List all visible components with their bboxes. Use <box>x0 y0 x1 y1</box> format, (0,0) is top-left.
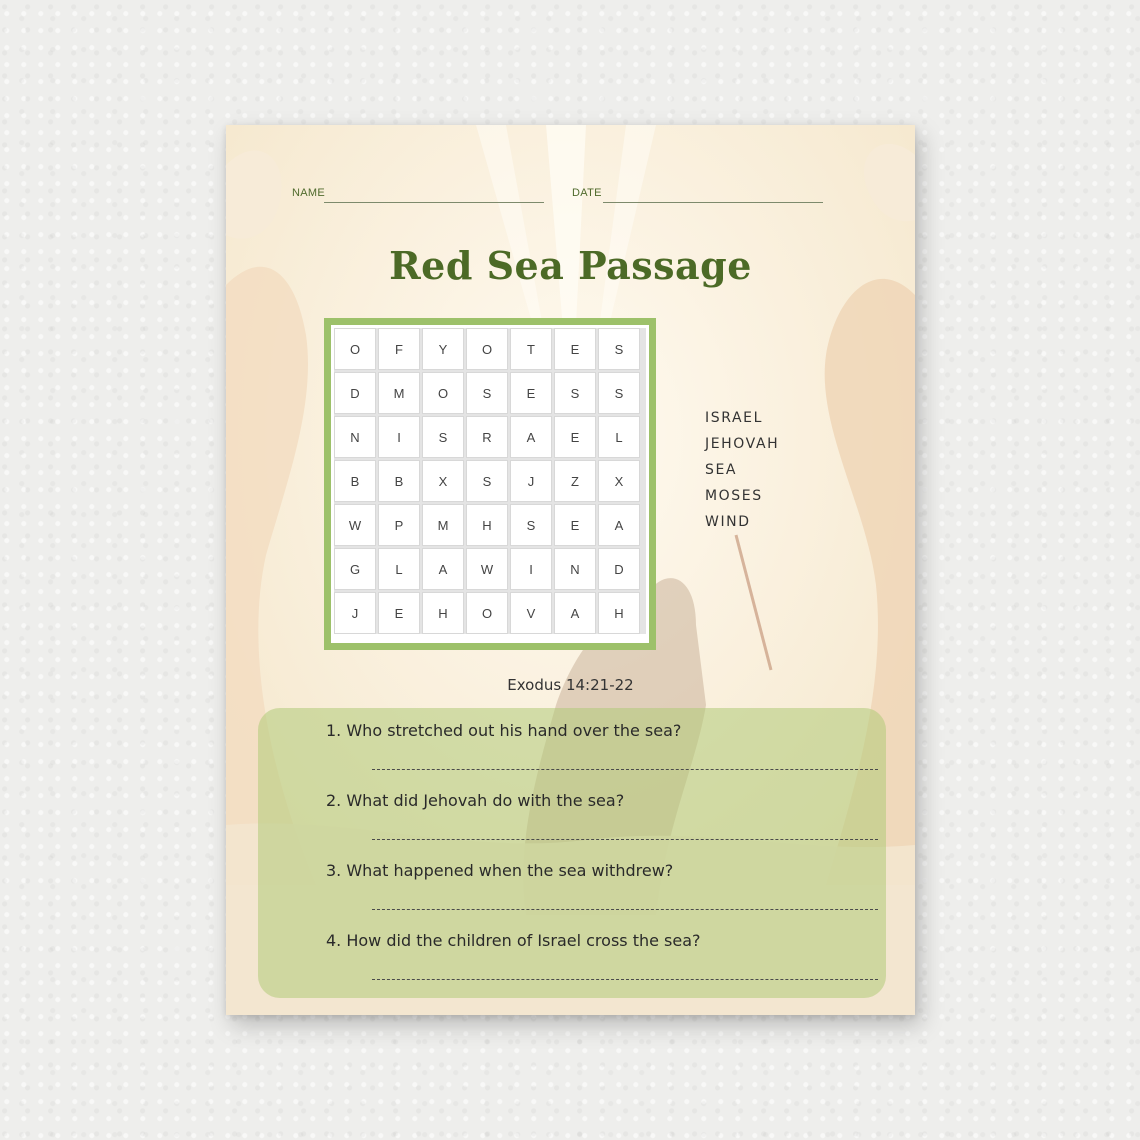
word-item: MOSES <box>705 488 763 504</box>
question-1: 1. Who stretched out his hand over the sea? <box>326 721 682 740</box>
answer-line-2[interactable] <box>372 839 878 840</box>
answer-line-1[interactable] <box>372 769 878 770</box>
grid-cell[interactable]: E <box>554 328 596 370</box>
grid-cell[interactable]: H <box>466 504 508 546</box>
grid-cell[interactable]: S <box>510 504 552 546</box>
grid-cell[interactable]: A <box>422 548 464 590</box>
grid-cell[interactable]: B <box>334 460 376 502</box>
grid-cell[interactable]: H <box>422 592 464 634</box>
grid-cell[interactable]: M <box>378 372 420 414</box>
grid-cell[interactable]: S <box>466 460 508 502</box>
grid-cell[interactable]: B <box>378 460 420 502</box>
grid-cell[interactable]: S <box>466 372 508 414</box>
grid-cell[interactable]: N <box>334 416 376 458</box>
word-item: SEA <box>705 462 738 478</box>
grid-cell[interactable]: P <box>378 504 420 546</box>
grid-cell[interactable]: L <box>598 416 640 458</box>
grid-cell[interactable]: S <box>554 372 596 414</box>
grid-cell[interactable]: G <box>334 548 376 590</box>
name-line[interactable] <box>324 202 544 203</box>
question-4: 4. How did the children of Israel cross the sea? <box>326 931 701 950</box>
name-label: NAME <box>292 187 325 199</box>
grid-cell[interactable]: O <box>334 328 376 370</box>
grid-cell[interactable]: E <box>554 504 596 546</box>
date-label: DATE <box>572 187 602 199</box>
word-item: ISRAEL <box>705 410 763 426</box>
date-line[interactable] <box>603 202 823 203</box>
word-list <box>705 408 779 538</box>
grid-cell[interactable]: O <box>422 372 464 414</box>
grid-cell[interactable]: F <box>378 328 420 370</box>
grid-cell[interactable]: D <box>598 548 640 590</box>
grid-cell[interactable]: W <box>466 548 508 590</box>
grid-cell[interactable]: M <box>422 504 464 546</box>
question-3: 3. What happened when the sea withdrew? <box>326 861 674 880</box>
grid-cell[interactable]: J <box>334 592 376 634</box>
grid-cell[interactable]: I <box>378 416 420 458</box>
word-search-grid <box>324 318 656 650</box>
grid-cell[interactable]: N <box>554 548 596 590</box>
question-2: 2. What did Jehovah do with the sea? <box>326 791 625 810</box>
grid-cell[interactable]: A <box>598 504 640 546</box>
grid-cell[interactable]: X <box>422 460 464 502</box>
letter-grid <box>334 328 646 634</box>
grid-cell[interactable]: E <box>510 372 552 414</box>
grid-cell[interactable]: Z <box>554 460 596 502</box>
answer-line-3[interactable] <box>372 909 878 910</box>
grid-cell[interactable]: J <box>510 460 552 502</box>
grid-cell[interactable]: X <box>598 460 640 502</box>
grid-cell[interactable]: O <box>466 328 508 370</box>
grid-cell[interactable]: S <box>598 328 640 370</box>
grid-cell[interactable]: R <box>466 416 508 458</box>
grid-cell[interactable]: V <box>510 592 552 634</box>
worksheet-page <box>226 125 915 1015</box>
grid-cell[interactable]: I <box>510 548 552 590</box>
word-item: JEHOVAH <box>705 436 780 452</box>
grid-cell[interactable]: L <box>378 548 420 590</box>
grid-cell[interactable]: Y <box>422 328 464 370</box>
grid-cell[interactable]: E <box>554 416 596 458</box>
word-item: WIND <box>705 514 751 530</box>
grid-cell[interactable]: S <box>422 416 464 458</box>
grid-cell[interactable]: T <box>510 328 552 370</box>
grid-cell[interactable]: A <box>554 592 596 634</box>
grid-cell[interactable]: H <box>598 592 640 634</box>
grid-cell[interactable]: E <box>378 592 420 634</box>
scripture-reference: Exodus 14:21-22 <box>507 676 634 694</box>
answer-line-4[interactable] <box>372 979 878 980</box>
grid-cell[interactable]: O <box>466 592 508 634</box>
grid-cell[interactable]: A <box>510 416 552 458</box>
worksheet-title: Red Sea Passage <box>389 243 752 288</box>
grid-cell[interactable]: S <box>598 372 640 414</box>
grid-cell[interactable]: W <box>334 504 376 546</box>
questions-panel <box>258 708 886 998</box>
grid-cell[interactable]: D <box>334 372 376 414</box>
